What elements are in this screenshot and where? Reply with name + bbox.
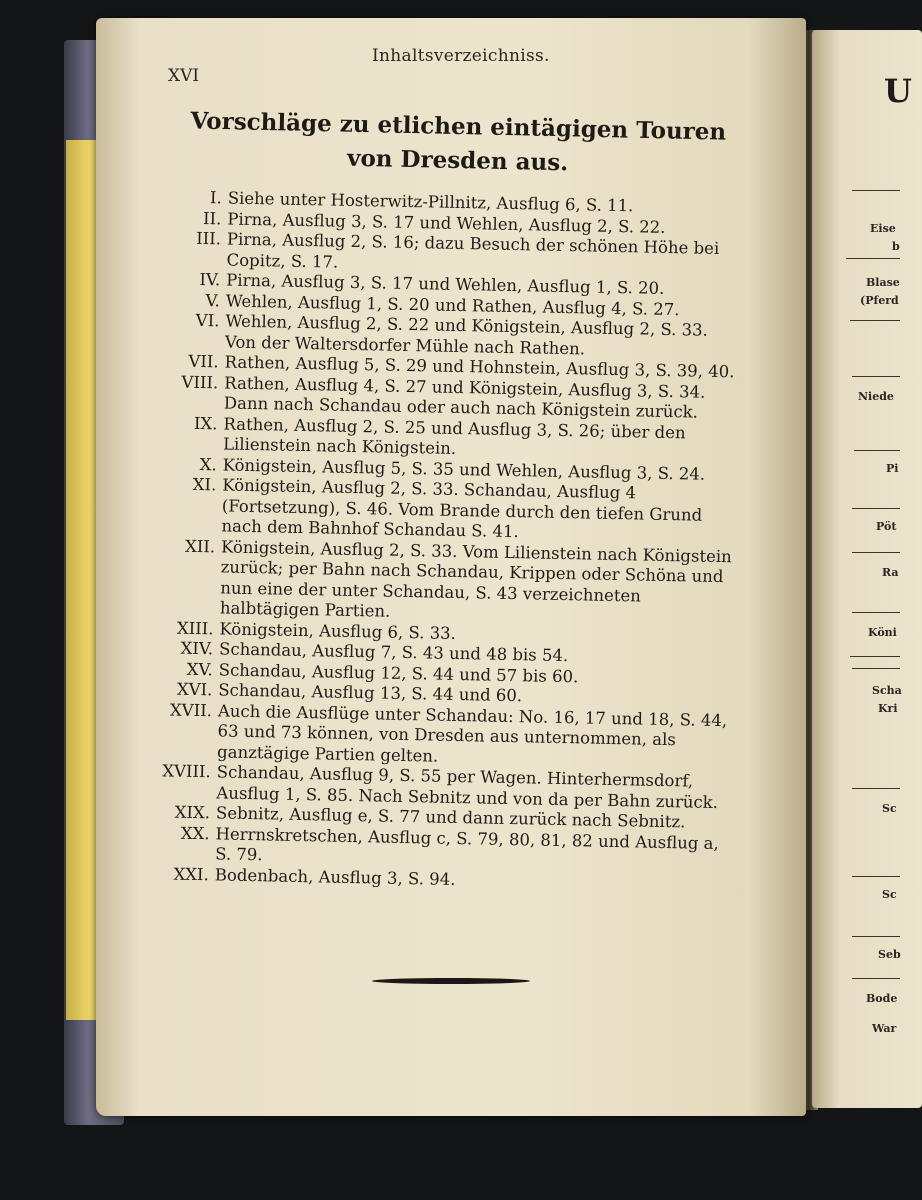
right-page-label: Köni xyxy=(868,626,897,639)
table-rule xyxy=(852,788,900,789)
right-page-label: Ra xyxy=(882,566,899,579)
tour-text: Pirna, Ausflug 3, S. 17 und Wehlen, Ausflug 1, S. 20. xyxy=(226,270,665,298)
table-rule xyxy=(850,656,900,657)
tour-number: IX. xyxy=(193,413,218,433)
right-page-label: Kri xyxy=(878,702,898,715)
tour-text: Königstein, Ausflug 2, S. 33. Vom Lilienstein nach Königstein zurück; per Bahn nach Schandau, Krippen oder Schöna und nun eine der unter Schandau, S. 43 verzeichneten halbtägigen Partien. xyxy=(219,536,732,621)
tour-number: VIII. xyxy=(181,372,219,392)
right-page-label: Sc xyxy=(882,888,897,901)
tour-number: XVII. xyxy=(169,699,213,720)
tour-text: Königstein, Ausflug 6, S. 33. xyxy=(219,618,457,643)
tour-number: III. xyxy=(196,228,222,249)
table-rule xyxy=(852,190,900,191)
running-title: Inhaltsverzeichniss. xyxy=(372,46,550,66)
tour-text: Herrnskretschen, Ausflug c, S. 79, 80, 81, 82 und Ausflug a, S. 79. xyxy=(215,823,719,865)
tour-text: Bodenbach, Ausflug 3, S. 94. xyxy=(214,864,456,889)
tour-text: Schandau, Ausflug 12, S. 44 und 57 bis 60. xyxy=(218,659,579,686)
right-page-label: Seb xyxy=(878,948,901,961)
tour-number: XIII. xyxy=(176,618,214,638)
tour-text: Rathen, Ausflug 2, S. 25 und Ausflug 3, S. 26; über den Lilienstein nach Königstein. xyxy=(222,413,686,458)
right-page-label: Scha xyxy=(872,684,902,697)
right-page-label: Sc xyxy=(882,802,897,815)
right-page-initial: U xyxy=(884,72,912,110)
tour-number: VII. xyxy=(188,351,219,372)
tour-text: Schandau, Ausflug 13, S. 44 und 60. xyxy=(218,680,523,706)
tour-text: Königstein, Ausflug 2, S. 33. Schandau, Ausflug 4 (Fortsetzung), S. 46. Vom Brande durch den tiefen Grund nach dem Bahnhof Schandau S. 41. xyxy=(221,475,703,542)
table-rule xyxy=(852,668,900,669)
right-page-label: Niede xyxy=(858,390,894,403)
tour-text: Wehlen, Ausflug 2, S. 22 und Königstein, Ausflug 2, S. 33. Von der Waltersdorfer Mühle nach Rathen. xyxy=(224,311,709,358)
right-page-label: Pi xyxy=(886,462,899,475)
table-rule xyxy=(846,258,900,259)
tour-number: X. xyxy=(199,454,217,474)
end-ornament-rule xyxy=(372,978,530,984)
table-rule xyxy=(852,376,900,377)
table-rule xyxy=(852,552,900,553)
tour-text: Wehlen, Ausflug 1, S. 20 und Rathen, Ausflug 4, S. 27. xyxy=(225,290,680,319)
tour-number: XII. xyxy=(184,536,216,556)
tour-number: II. xyxy=(202,208,222,228)
table-rule xyxy=(854,450,900,451)
tour-text: Pirna, Ausflug 3, S. 17 und Wehlen, Ausflug 2, S. 22. xyxy=(227,208,666,237)
tour-list xyxy=(137,187,745,895)
tour-text: Sebnitz, Ausflug e, S. 77 und dann zurück nach Sebnitz. xyxy=(215,803,686,832)
tour-number: I. xyxy=(209,188,222,208)
right-page-label: War xyxy=(872,1022,897,1035)
tour-text: Auch die Ausflüge unter Schandau: No. 16, 17 und 18, S. 44, 63 und 73 können, von Dresden aus unternommen, als ganztägige Partien gelten. xyxy=(216,700,728,766)
tour-entry xyxy=(143,474,739,547)
tour-number: XIV. xyxy=(180,638,214,659)
right-page-label: Eise xyxy=(870,222,896,235)
table-rule xyxy=(850,320,900,321)
tour-text: Schandau, Ausflug 7, S. 43 und 48 bis 54. xyxy=(218,639,569,666)
table-rule xyxy=(852,978,900,979)
tour-number: IV. xyxy=(199,269,221,290)
tour-number: XXI. xyxy=(173,864,209,884)
table-rule xyxy=(852,508,900,509)
tour-number: VI. xyxy=(195,310,220,331)
right-page-label: Blase xyxy=(866,276,900,289)
page-number: XVI xyxy=(168,66,200,86)
table-rule xyxy=(852,936,900,937)
tour-number: XX. xyxy=(180,823,210,843)
tour-text: Rathen, Ausflug 4, S. 27 und Königstein, Ausflug 3, S. 34. Dann nach Schandau oder auch nach Königstein zurück. xyxy=(223,372,706,422)
tour-number: XI. xyxy=(192,474,217,495)
right-page xyxy=(812,30,922,1108)
tour-text: Rathen, Ausflug 5, S. 29 und Hohnstein, Ausflug 3, S. 39, 40. xyxy=(224,352,735,382)
tour-entry xyxy=(142,535,738,628)
right-page-label: Pöt xyxy=(876,520,897,533)
table-rule xyxy=(852,612,900,613)
tour-number: V. xyxy=(205,290,221,310)
tour-number: XVI. xyxy=(176,679,213,700)
tour-text: Schandau, Ausflug 9, S. 55 per Wagen. Hinterhermsdorf, Ausflug 1, S. 85. Nach Sebnitz und von da per Bahn zurück. xyxy=(216,762,719,812)
section-heading: Vorschläge zu etlichen eintägigen Touren von Dresden aus. xyxy=(190,107,727,177)
right-page-label: Bode xyxy=(866,992,898,1005)
tour-text: Siehe unter Hosterwitz-Pillnitz, Ausflug 6, S. 11. xyxy=(227,188,634,216)
tour-number: XVIII. xyxy=(162,761,211,782)
right-page-label: b xyxy=(892,240,900,253)
tour-entry xyxy=(139,699,735,772)
table-rule xyxy=(852,876,900,877)
right-page-label: (Pferd xyxy=(860,294,899,307)
tour-text: Pirna, Ausflug 2, S. 16; dazu Besuch der schönen Höhe bei Copitz, S. 17. xyxy=(226,229,720,272)
tour-number: XIX. xyxy=(174,802,211,823)
tour-number: XV. xyxy=(186,659,213,679)
tour-text: Königstein, Ausflug 5, S. 35 und Wehlen, Ausflug 3, S. 24. xyxy=(222,454,706,484)
